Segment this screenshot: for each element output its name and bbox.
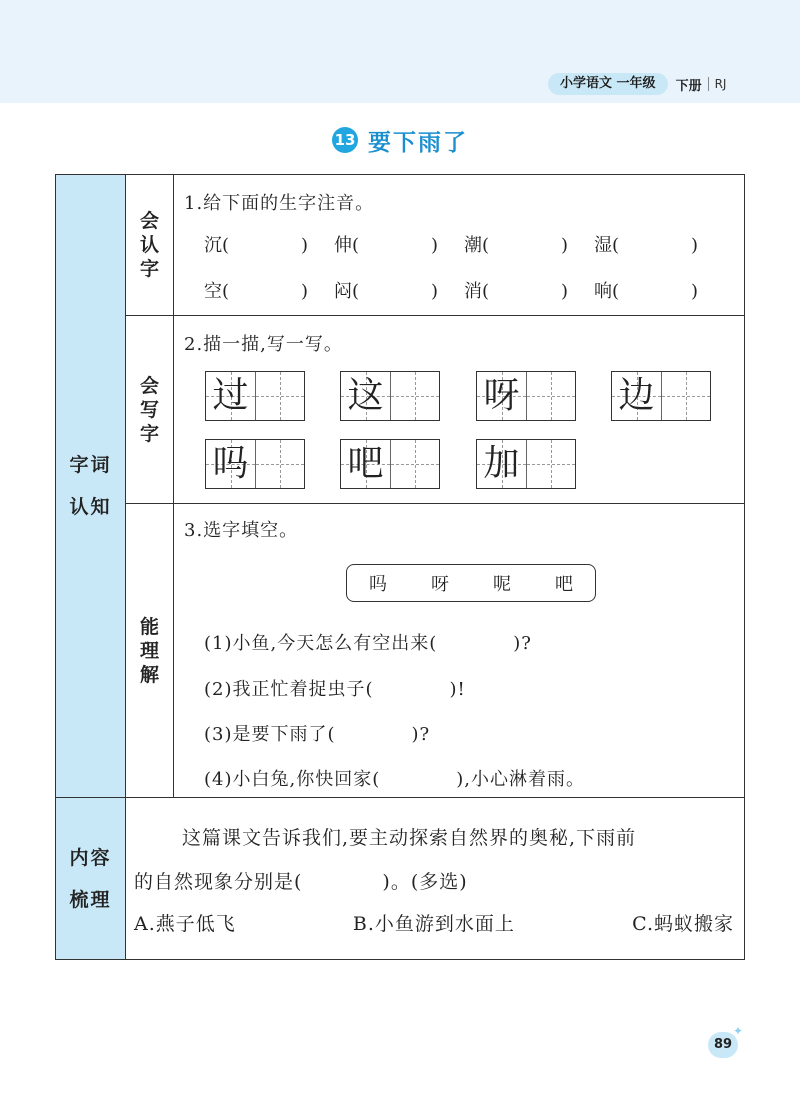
option-c[interactable]: C.蚂蚁搬家 — [632, 913, 734, 935]
category-word-knowledge-line1: 字词 — [69, 454, 112, 476]
fill-item-4[interactable]: (4)小白兔,你快回家( ),小心淋着雨。 — [204, 769, 585, 790]
category-content-review-line1: 内容 — [69, 846, 112, 869]
category-content-review-line2: 梳理 — [69, 888, 112, 911]
pinyin-blank[interactable]: 伸( ) — [334, 235, 439, 256]
q1-title: 1.给下面的生字注音。 — [184, 193, 375, 214]
section-divider — [56, 797, 744, 798]
lesson-number-badge: 13 — [332, 127, 358, 153]
page-number: 89 — [708, 1032, 738, 1058]
q3-section — [174, 504, 744, 797]
trace-char: 呀 — [483, 375, 520, 416]
writing-grid[interactable] — [476, 439, 576, 489]
header-divider — [708, 77, 709, 91]
q2-section — [174, 316, 744, 503]
q1-row-2 — [204, 277, 724, 303]
fill-item-2[interactable]: (2)我正忙着捉虫子( )! — [204, 679, 466, 700]
subsection-write — [126, 316, 174, 503]
fish-icon: ✦ — [733, 1024, 744, 1038]
writing-grid[interactable] — [340, 371, 440, 421]
edition-label: RJ — [714, 77, 727, 91]
pinyin-blank[interactable]: 湿( ) — [594, 235, 699, 256]
pinyin-blank[interactable]: 响( ) — [594, 281, 699, 302]
summary-line-1: 这篇课文告诉我们,要主动探索自然界的奥秘,下雨前 — [182, 827, 637, 849]
volume-label: 下册 — [675, 78, 702, 94]
subsection-understand — [126, 504, 174, 797]
word-choice-box — [346, 564, 596, 602]
subsection-understand-label: 能理解 — [139, 615, 159, 686]
pinyin-blank[interactable]: 闷( ) — [334, 281, 439, 302]
fill-item-1[interactable]: (1)小鱼,今天怎么有空出来( )? — [204, 633, 532, 654]
pinyin-blank[interactable]: 消( ) — [464, 281, 569, 302]
writing-grid[interactable] — [205, 371, 305, 421]
category-word-knowledge-line2: 认知 — [69, 496, 112, 518]
pinyin-blank[interactable]: 空( ) — [204, 281, 309, 302]
lesson-title: 要下雨了 — [368, 129, 468, 156]
subsection-write-label: 会写字 — [139, 374, 159, 445]
q1-row-1 — [204, 231, 724, 257]
word-choice: 吧 — [555, 574, 573, 595]
trace-char: 吗 — [212, 443, 249, 484]
q3-title: 3.选字填空。 — [184, 520, 299, 541]
grade-label: 一年级 — [616, 76, 656, 91]
pinyin-blank[interactable]: 潮( ) — [464, 235, 569, 256]
writing-grid[interactable] — [340, 439, 440, 489]
trace-char: 边 — [618, 375, 655, 416]
pinyin-blank[interactable]: 沉( ) — [204, 235, 309, 256]
word-choice: 呢 — [493, 574, 511, 595]
fill-item-3[interactable]: (3)是要下雨了( )? — [204, 724, 431, 745]
category-word-knowledge — [56, 175, 126, 797]
category-content-review — [56, 798, 126, 959]
option-a[interactable]: A.燕子低飞 — [134, 913, 236, 935]
word-choice: 呀 — [431, 574, 449, 595]
summary-options — [134, 909, 734, 936]
subsection-recognize — [126, 175, 174, 315]
trace-char: 吧 — [347, 443, 384, 484]
writing-grid[interactable] — [476, 371, 576, 421]
lesson-heading — [0, 120, 800, 160]
header-breadcrumb — [548, 73, 726, 95]
subsection-recognize-label: 会认字 — [139, 210, 159, 280]
summary-line-2[interactable]: 的自然现象分别是( )。(多选) — [134, 871, 468, 893]
writing-grid[interactable] — [205, 439, 305, 489]
option-b[interactable]: B.小鱼游到水面上 — [352, 913, 515, 935]
writing-grid[interactable] — [611, 371, 711, 421]
trace-char: 这 — [347, 375, 384, 416]
worksheet-table — [55, 174, 745, 960]
trace-char: 加 — [483, 443, 520, 484]
word-choice: 吗 — [369, 574, 387, 595]
trace-char: 过 — [212, 375, 249, 416]
q1-section — [174, 175, 744, 315]
subject-label: 小学语文 — [560, 76, 613, 91]
q2-title: 2.描一描,写一写。 — [184, 334, 343, 355]
subject-grade-pill — [548, 73, 668, 95]
